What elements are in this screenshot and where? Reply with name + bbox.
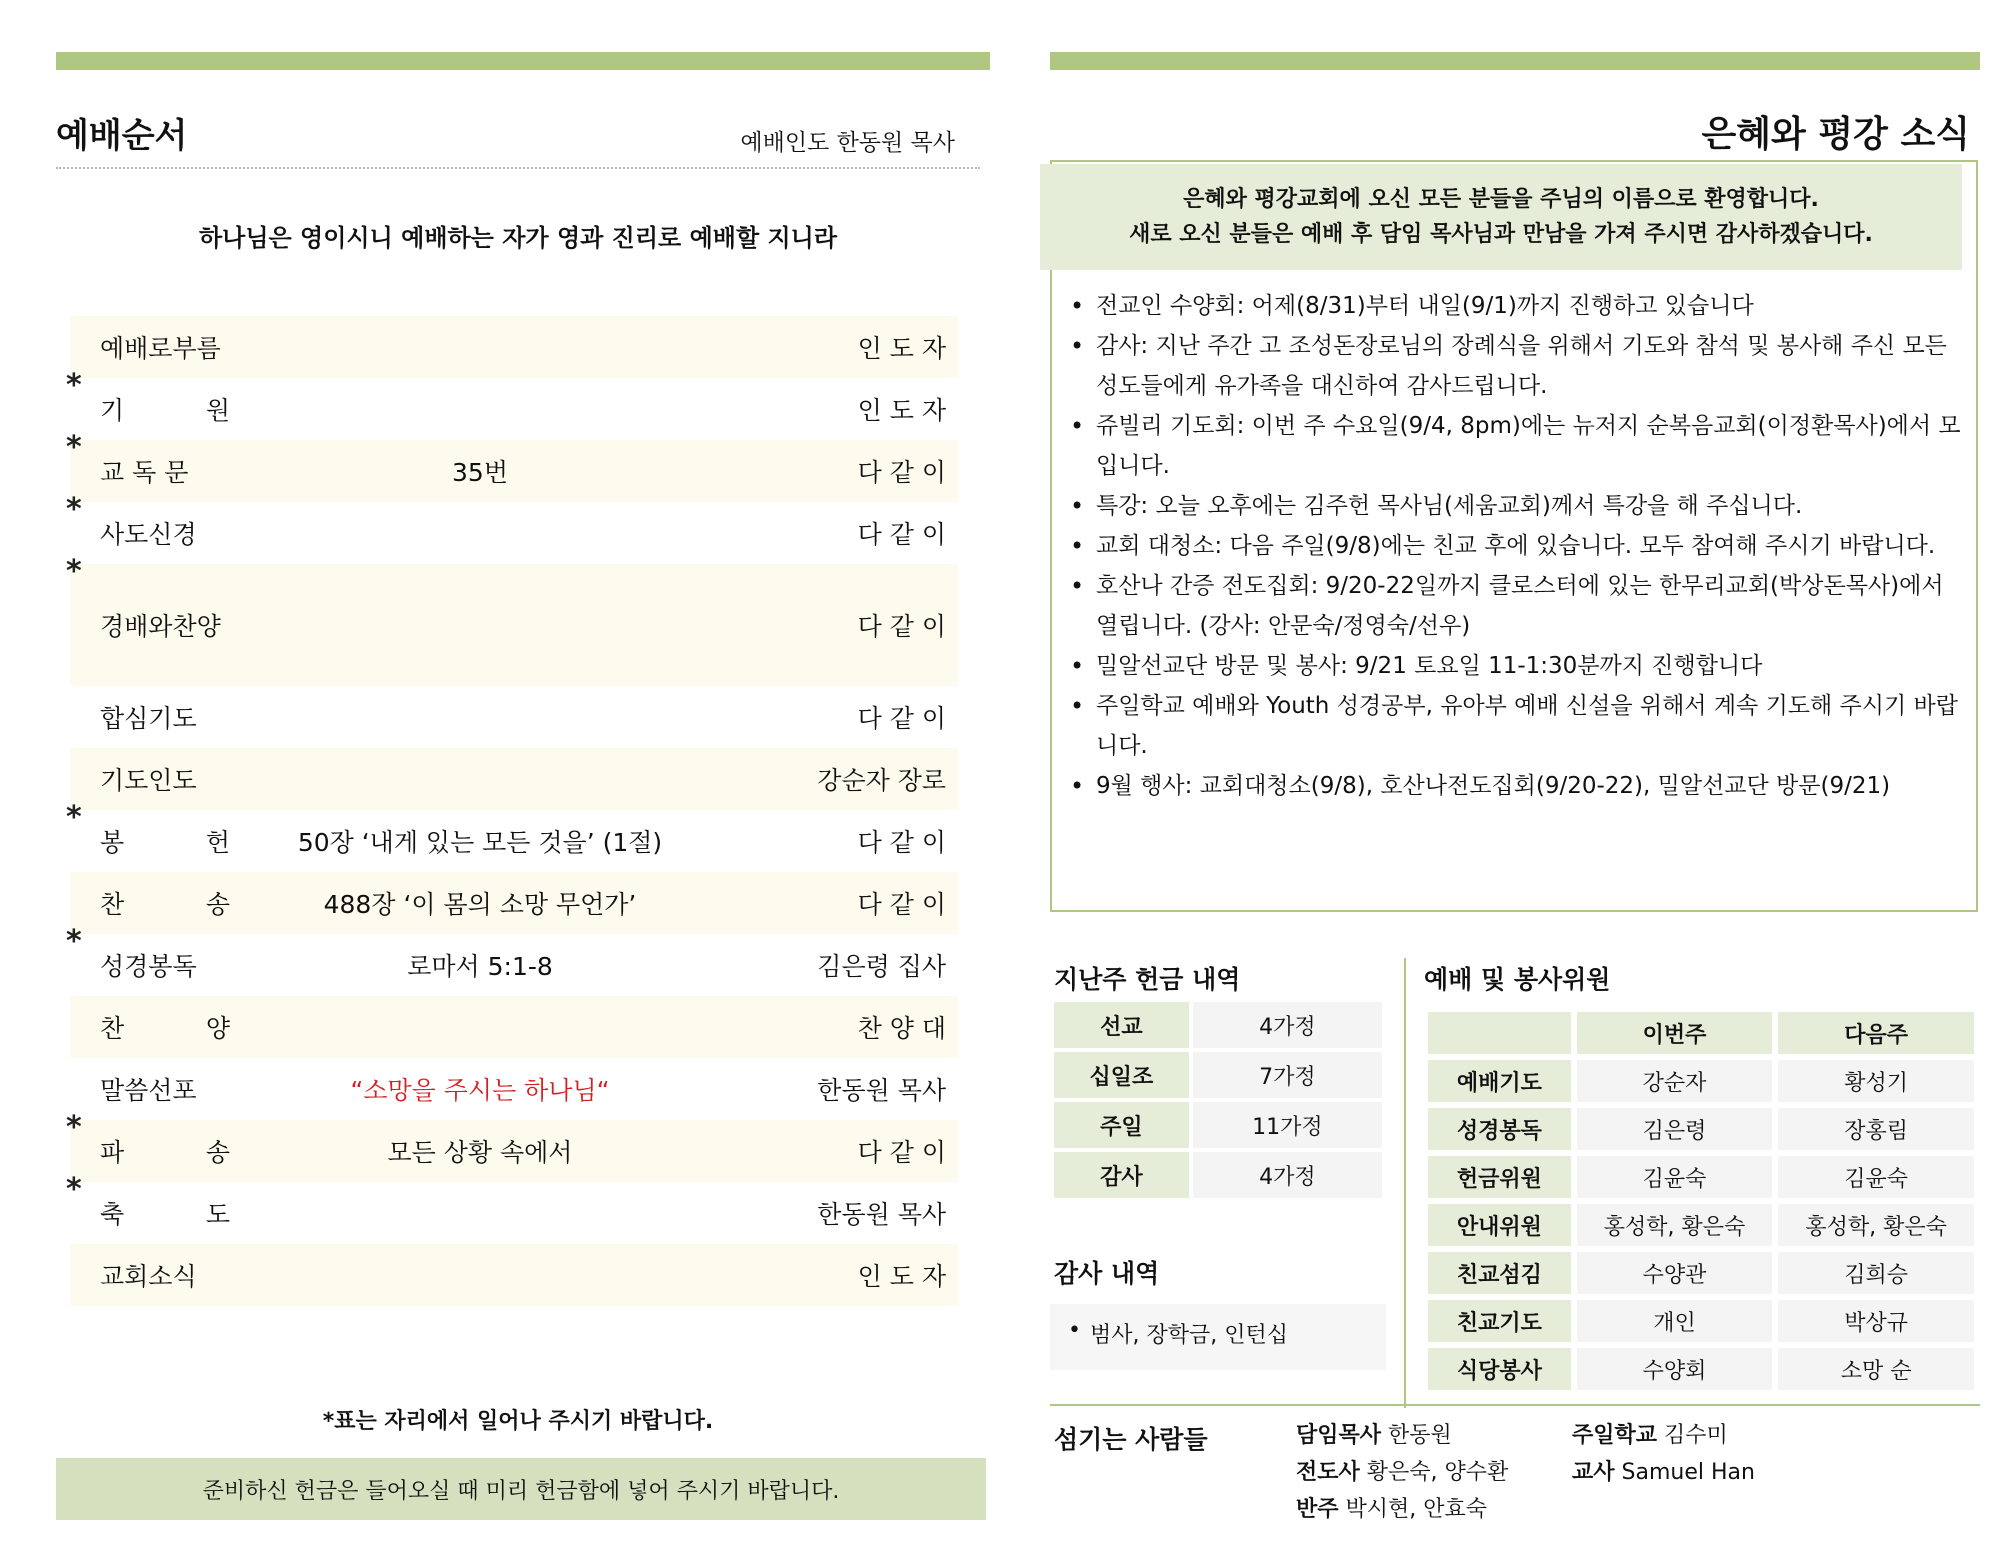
order-label: 기도인도 <box>100 766 197 795</box>
order-label-part: 도 <box>205 1200 230 1229</box>
welcome-box <box>1040 164 1962 270</box>
order-content: 488장 ‘이 몸의 소망 무언가’ <box>323 890 637 919</box>
order-content: “소망을 주시는 하나님“ <box>350 1076 610 1105</box>
order-label: 교회소식 <box>100 1262 197 1291</box>
news-item: • 감사: 지난 주간 고 조성돈장로님의 장례식을 위해서 기도와 참석 및 봉사해 주신 모든 성도들에게 유가족을 대신하여 감사드립니다. <box>1070 326 1965 406</box>
servers-row <box>1428 1252 1974 1294</box>
servers-header-blank <box>1428 1012 1571 1054</box>
order-label-part: 찬 <box>100 1014 125 1043</box>
order-by: 다 같 이 <box>857 828 946 857</box>
staff-teacher-name: Samuel Han <box>1621 1460 1755 1485</box>
order-row <box>70 316 958 378</box>
servers-this-week: 수양관 <box>1577 1252 1773 1294</box>
staff-accompanist-label: 반주 <box>1296 1497 1339 1522</box>
vertical-divider <box>1404 958 1406 1408</box>
order-by: 한동원 목사 <box>817 1076 946 1105</box>
order-by: 다 같 이 <box>857 458 946 487</box>
stand-marker: * <box>66 1172 82 1207</box>
order-content: 로마서 5:1-8 <box>407 952 553 981</box>
order-label: 경배와찬양 <box>100 612 221 641</box>
servers-this-week: 수양회 <box>1577 1348 1773 1390</box>
servers-next-week: 홍성학, 황은숙 <box>1778 1204 1974 1246</box>
offerings-table <box>1050 998 1386 1202</box>
servers-role: 헌금위원 <box>1428 1156 1571 1198</box>
servers-row <box>1428 1108 1974 1150</box>
order-row <box>66 368 958 440</box>
order-by: 인 도 자 <box>857 334 946 363</box>
stand-marker: * <box>66 492 82 527</box>
news-item: • 9월 행사: 교회대청소(9/8), 호산나전도집회(9/20-22), 밀알선교단 방문(9/21) <box>1070 766 1965 806</box>
servers-this-week: 김은령 <box>1577 1108 1773 1150</box>
order-label <box>100 823 230 859</box>
order-row <box>66 800 958 872</box>
servers-next-week: 김희승 <box>1778 1252 1974 1294</box>
news-item: • 호산나 간증 전도집회: 9/20-22일까지 클로스터에 있는 한무리교회(박상돈목사)에서 열립니다. (강사: 안문숙/정영숙/선우) <box>1070 566 1965 646</box>
servers-header-this-week: 이번주 <box>1577 1012 1773 1054</box>
worship-order-list <box>66 316 958 1306</box>
order-content: 모든 상황 속에서 <box>387 1138 573 1167</box>
order-label-part: 양 <box>205 1014 230 1043</box>
staff-sunday-school-name: 김수미 <box>1664 1423 1728 1448</box>
staff-pastor-name: 한동원 <box>1388 1423 1452 1448</box>
order-label: 말씀선포 <box>100 1076 197 1105</box>
stand-marker: * <box>66 430 82 465</box>
thanks-list <box>1068 1318 1288 1349</box>
order-label-part: 축 <box>100 1200 125 1229</box>
stand-marker: * <box>66 368 82 403</box>
offering-name: 십일조 <box>1054 1052 1189 1098</box>
staff-evangelist-name: 황은숙, 양수환 <box>1366 1460 1509 1485</box>
staff-pastor-label: 담임목사 <box>1296 1423 1382 1448</box>
servers-next-week: 장홍림 <box>1778 1108 1974 1150</box>
offering-name: 감사 <box>1054 1152 1189 1198</box>
news-title: 은혜와 평강 소식 <box>1701 114 1970 155</box>
offering-row <box>1054 1152 1382 1198</box>
offering-note <box>56 1458 986 1520</box>
news-list <box>1070 286 1965 806</box>
offering-value: 4가정 <box>1193 1002 1382 1048</box>
offering-row <box>1054 1052 1382 1098</box>
order-by: 인 도 자 <box>857 1262 946 1291</box>
servers-row <box>1428 1300 1974 1342</box>
staff-teacher <box>1572 1455 1755 1486</box>
order-by: 강순자 장로 <box>817 766 946 795</box>
order-label: 사도신경 <box>100 520 197 549</box>
staff-sunday-school-label: 주일학교 <box>1572 1423 1658 1448</box>
stand-marker: * <box>66 924 82 959</box>
servers-this-week: 강순자 <box>1577 1060 1773 1102</box>
offering-row <box>1054 1102 1382 1148</box>
thanks-title: 감사 내역 <box>1054 1259 1160 1288</box>
order-label <box>100 1133 230 1169</box>
news-item: • 밀알선교단 방문 및 봉사: 9/21 토요일 11-1:30분까지 진행합니다 <box>1070 646 1965 686</box>
welcome-line-1: 은혜와 평강교회에 오신 모든 분들을 주님의 이름으로 환영합니다. <box>1183 187 1819 212</box>
order-row <box>70 1058 958 1120</box>
stand-note: *표는 자리에서 일어나 주시기 바랍니다. <box>322 1409 714 1434</box>
news-item: • 쥬빌리 기도회: 이번 주 수요일(9/4, 8pm)에는 뉴저지 순복음교회(이정환목사)에서 모입니다. <box>1070 406 1965 486</box>
order-label-part: 헌 <box>205 828 230 857</box>
servers-next-week: 김윤숙 <box>1778 1156 1974 1198</box>
order-row <box>70 686 958 748</box>
order-row <box>66 492 958 564</box>
servers-row <box>1428 1060 1974 1102</box>
offering-value: 11가정 <box>1193 1102 1382 1148</box>
thanks-item: • 범사, 장학금, 인턴십 <box>1068 1318 1288 1349</box>
order-row <box>70 1244 958 1306</box>
order-by: 김은령 집사 <box>817 952 946 981</box>
servers-next-week: 황성기 <box>1778 1060 1974 1102</box>
servers-this-week: 김윤숙 <box>1577 1156 1773 1198</box>
order-row <box>70 748 958 810</box>
servers-row <box>1428 1348 1974 1390</box>
order-row <box>70 872 958 934</box>
order-by: 찬 양 대 <box>857 1014 946 1043</box>
order-label-part: 원 <box>205 396 230 425</box>
staff-evangelist <box>1296 1455 1508 1486</box>
news-item: • 주일학교 예배와 Youth 성경공부, 유아부 예배 신설을 위해서 계속 기도해 주시기 바랍니다. <box>1070 686 1965 766</box>
order-label-part: 송 <box>205 1138 230 1167</box>
offerings-title: 지난주 헌금 내역 <box>1054 965 1241 994</box>
servers-next-week: 박상규 <box>1778 1300 1974 1342</box>
divider <box>56 167 980 169</box>
news-item: • 특강: 오늘 오후에는 김주헌 목사님(세움교회)께서 특강을 해 주십니다. <box>1070 486 1965 526</box>
staff-title: 섬기는 사람들 <box>1054 1425 1208 1454</box>
servers-role: 성경봉독 <box>1428 1108 1571 1150</box>
order-by: 인 도 자 <box>857 396 946 425</box>
stand-marker: * <box>66 800 82 835</box>
order-row <box>66 430 958 502</box>
stand-marker: * <box>66 554 82 589</box>
scripture-verse: 하나님은 영이시니 예배하는 자가 영과 진리로 예배할 지니라 <box>198 224 838 252</box>
servers-header-next-week: 다음주 <box>1778 1012 1974 1054</box>
order-label <box>100 1009 230 1045</box>
staff-pastor <box>1296 1418 1452 1449</box>
order-label <box>100 391 230 427</box>
servers-row <box>1428 1156 1974 1198</box>
servers-role: 친교기도 <box>1428 1300 1571 1342</box>
order-by: 다 같 이 <box>857 520 946 549</box>
order-row <box>66 1172 958 1244</box>
servers-this-week: 개인 <box>1577 1300 1773 1342</box>
news-item: • 교회 대청소: 다음 주일(9/8)에는 친교 후에 있습니다. 모두 참여해 주시기 바랍니다. <box>1070 526 1965 566</box>
order-label-part: 송 <box>205 890 230 919</box>
order-by: 다 같 이 <box>857 704 946 733</box>
order-label: 합심기도 <box>100 704 197 733</box>
servers-next-week: 소망 순 <box>1778 1348 1974 1390</box>
order-content: 50장 ‘내게 있는 모든 것을’ (1절) <box>297 828 663 857</box>
order-label: 성경봉독 <box>100 952 197 981</box>
offering-value: 7가정 <box>1193 1052 1382 1098</box>
order-by: 다 같 이 <box>857 612 946 641</box>
order-label: 교 독 문 <box>100 458 189 487</box>
stand-marker: * <box>66 1110 82 1145</box>
bottom-divider <box>1050 1404 1980 1406</box>
staff-accompanist <box>1296 1492 1487 1523</box>
order-label <box>100 885 230 921</box>
order-by: 한동원 목사 <box>817 1200 946 1229</box>
staff-sunday-school <box>1572 1418 1728 1449</box>
servers-row <box>1428 1204 1974 1246</box>
order-label-part: 찬 <box>100 890 125 919</box>
staff-teacher-label: 교사 <box>1572 1460 1615 1485</box>
order-label-part: 기 <box>100 396 125 425</box>
servers-role: 안내위원 <box>1428 1204 1571 1246</box>
servers-title: 예배 및 봉사위원 <box>1424 965 1611 994</box>
offering-name: 선교 <box>1054 1002 1189 1048</box>
order-by: 다 같 이 <box>857 890 946 919</box>
order-row <box>66 1110 958 1182</box>
offering-value: 4가정 <box>1193 1152 1382 1198</box>
servers-table <box>1422 1006 1980 1396</box>
order-label: 예배로부름 <box>100 334 221 363</box>
servers-role: 식당봉사 <box>1428 1348 1571 1390</box>
servers-this-week: 홍성학, 황은숙 <box>1577 1204 1773 1246</box>
staff-accompanist-name: 박시현, 안효숙 <box>1345 1497 1488 1522</box>
offering-row <box>1054 1002 1382 1048</box>
order-content: 35번 <box>452 458 508 487</box>
worship-order-title: 예배순서 <box>56 116 188 156</box>
order-label <box>100 1195 230 1231</box>
staff-evangelist-label: 전도사 <box>1296 1460 1360 1485</box>
servers-role: 친교섬김 <box>1428 1252 1571 1294</box>
order-row <box>66 924 958 996</box>
servers-role: 예배기도 <box>1428 1060 1571 1102</box>
order-label-part: 파 <box>100 1138 125 1167</box>
order-by: 다 같 이 <box>857 1138 946 1167</box>
order-label-part: 봉 <box>100 828 125 857</box>
left-top-bar <box>56 52 990 70</box>
offering-note-text: 준비하신 헌금은 들어오실 때 미리 헌금함에 넣어 주시기 바랍니다. <box>202 1478 840 1504</box>
offering-name: 주일 <box>1054 1102 1189 1148</box>
welcome-line-2: 새로 오신 분들은 예배 후 담임 목사님과 만남을 가져 주시면 감사하겠습니다. <box>1129 222 1873 247</box>
order-row <box>70 996 958 1058</box>
worship-leader: 예배인도 한동원 목사 <box>740 130 955 156</box>
right-top-bar <box>1050 52 1980 70</box>
order-row <box>66 554 958 686</box>
news-item: • 전교인 수양회: 어제(8/31)부터 내일(9/1)까지 진행하고 있습니다 <box>1070 286 1965 326</box>
